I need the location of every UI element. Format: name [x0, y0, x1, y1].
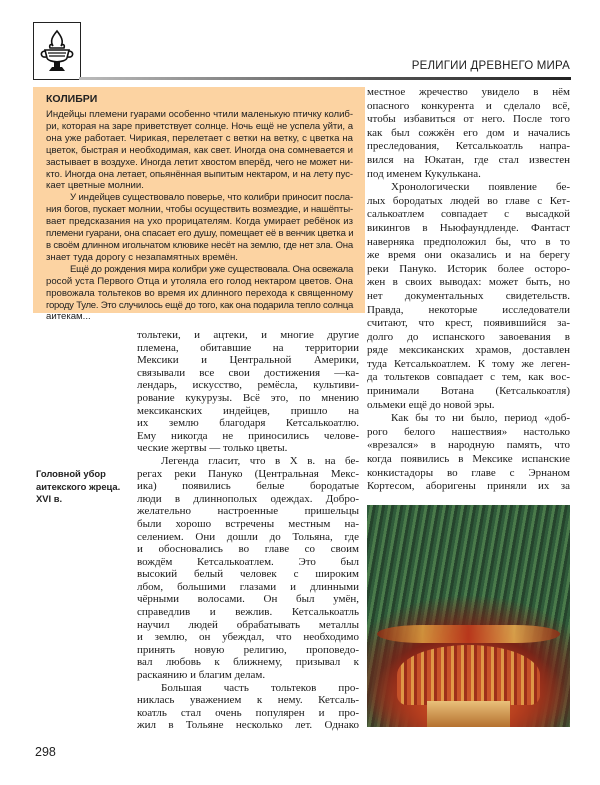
- text-line: долго до испанского завоевания в: [367, 330, 570, 343]
- text-line: Как бы то ни было, период «доб-: [391, 412, 570, 425]
- text-line: селением. Они дошли до Тольяна, где: [137, 530, 359, 543]
- text-line: принять новую религию, проповедо-: [137, 643, 359, 656]
- text-line: высокий белый человек с широким: [137, 568, 359, 581]
- text-line: конкистадоры во главе с Эрнаном: [367, 466, 570, 479]
- text-line: вождём Кетсалькоатлем. Это был: [137, 555, 359, 568]
- header-rule: [79, 77, 571, 80]
- text-line: лендарь, искусство, ремёсла, культиви-: [137, 379, 359, 392]
- text-line: лбом, большими глазами и длинными: [137, 580, 359, 593]
- text-line: коатль стал очень популярен и про-: [137, 706, 359, 719]
- text-line: Индейцы племени гуарами особенно чтили маленькую птичку колиб-: [46, 109, 353, 120]
- middle-column-text: [137, 329, 359, 732]
- text-line: Правда, некоторые исследователи: [367, 303, 570, 316]
- sidebar-title: КОЛИБРИ: [46, 93, 98, 105]
- text-line: никлась уважением к нему. Кетсаль-: [137, 694, 359, 707]
- page-number: 298: [35, 745, 56, 759]
- text-line: застывает в воздухе. Иногда летит хвостом вперёд, чего не может ни-: [46, 156, 353, 168]
- text-line: ри, которая на заре приветствует солнце. Ночь ещё не успела уйти, а: [46, 120, 353, 132]
- text-line: вал любовь к ближнему, призывал к: [137, 656, 359, 669]
- text-line: Ещё до рождения мира колибри уже существовала. Она освежала: [70, 263, 353, 275]
- text-line: желательно настроенные пришельцы: [137, 505, 359, 518]
- text-line: и землю, он убеждал, что необходимо: [137, 631, 359, 644]
- photo-detail: [377, 625, 560, 643]
- text-line: их землю благодаря Кетсалькоатлю.: [137, 417, 359, 430]
- text-line: Мексики и Центральной Америки,: [137, 354, 359, 367]
- text-line: аитекам...: [46, 311, 91, 323]
- text-line: местное жречество увидело в нём: [367, 86, 570, 98]
- text-line: в своём длинном игольчатом клювике несёт на землю, где нет зла. Она: [46, 239, 353, 251]
- text-line: мексиканских индейцев, пришло на: [137, 404, 359, 417]
- header-logo: [33, 22, 81, 80]
- text-line: да тольтеков совпадает с тем, как вос-: [367, 371, 570, 384]
- text-line: опасного конкурента и сделало всё,: [367, 99, 570, 112]
- text-line: росой уста Первого Отца и утоляла его голод нектаром цветов. Она: [46, 275, 353, 287]
- text-line: чтобы избавиться от него. После того: [367, 113, 570, 126]
- text-line: Ему никогда не приносились челове-: [137, 429, 359, 442]
- text-line: городу Туле. Это случилось ещё до того, как она подарила тепло солнца: [46, 299, 353, 311]
- text-line: связывали все свои достижения —ка-: [137, 366, 359, 379]
- text-line: она уже работает. Чирикая, перелетает с ветки на ветку, с цветка на: [46, 132, 353, 144]
- text-line: провожала тольтеков во время их длинного перехода к священному: [46, 287, 353, 299]
- text-line: Хронологически появление бе-: [391, 181, 570, 194]
- right-column-text: [367, 86, 570, 494]
- text-line: и обосновались во главе со своим: [137, 543, 359, 556]
- text-line: Легенда гласит, что в X в. на бе-: [161, 454, 359, 467]
- text-line: «врезался» в народную память, что: [367, 439, 570, 452]
- text-line: же время они оказались и на берегу: [367, 249, 570, 262]
- text-line: племена, обитавшие на территории: [137, 341, 359, 354]
- text-line: лых бородатых людей во главе с Кет-: [367, 194, 570, 207]
- text-line: регах реки Пануко (Центральная Мекс-: [137, 467, 359, 480]
- text-line: справедлив и вежлив. Кетсалькоатль: [137, 606, 359, 619]
- text-line: знает туда дорогу с незапамятных времён.: [46, 251, 238, 263]
- text-line: чёрными волосами. Он был умён,: [137, 593, 359, 606]
- caption-line: аитекского жреца.: [36, 480, 121, 492]
- text-line: как был сожжён его дом и начались: [367, 126, 570, 139]
- text-line: научил людей обрабатывать металлы: [137, 618, 359, 631]
- text-line: ряде мексиканских храмов, доставлен: [367, 344, 570, 357]
- running-title: РЕЛИГИИ ДРЕВНЕГО МИРА: [411, 60, 570, 72]
- text-line: Большая часть тольтеков про-: [161, 681, 359, 694]
- text-line: племени гуарани, она спасает его душу, помещает её в венчик цветка и: [46, 228, 354, 240]
- text-line: преследования, Кетсалькоатль напра-: [367, 140, 570, 153]
- text-line: кто. Иногда она летает, опьянённая выпитым нектаром, и на лету пус-: [46, 168, 353, 180]
- text-line: ольмеки ещё до новой эры.: [367, 398, 495, 411]
- text-line: рование кукурузы. Всё это, по мнению: [137, 391, 359, 404]
- text-line: принимали Вотана (Кетсалькоатля): [367, 385, 570, 398]
- text-line: раскаянию и благим делам.: [137, 669, 266, 682]
- text-line: вает предсказания на ухо прорицателям. Когда умирает ребёнок из: [46, 216, 353, 228]
- text-line: викингов в Ньюфаундленде. Фантаст: [367, 221, 570, 234]
- sidebar-box: [33, 87, 365, 323]
- text-line: жен в своих выводах: может быть, но: [367, 276, 570, 289]
- text-line: наверняка предположил бы, что в то: [367, 235, 570, 248]
- photo-detail: [397, 645, 540, 705]
- text-line: Кортесом, аборигены приняли их за: [367, 480, 570, 493]
- caption-line: Головной убор: [36, 468, 106, 479]
- caption-line: XVI в.: [36, 493, 63, 504]
- text-line: рого белого нашествия» настолько: [367, 425, 570, 438]
- text-line: тольтеки, и ацтеки, и многие другие: [137, 329, 359, 341]
- sidebar-text: [46, 109, 353, 323]
- text-line: нет документальных свидетельств.: [367, 289, 570, 302]
- text-line: люди в длиннополых одеждах. Добро-: [137, 492, 359, 505]
- text-line: ика) появились белые бородатые: [137, 480, 359, 493]
- text-line: цветок, быстрая и необходимая, как свет. Иногда она сомневается и: [46, 144, 353, 156]
- photo-detail: [427, 701, 510, 727]
- headdress-photo: [367, 505, 570, 727]
- flaming-urn-icon: [34, 23, 80, 79]
- text-line: ния богов, пускает молнии, чтобы осуществить возмездие, и нашёпты-: [46, 204, 353, 216]
- text-line: туда Кетсалькоатлем. К тому же леген-: [367, 357, 570, 370]
- text-line: вился на Юкатан, где стал известен: [367, 153, 570, 166]
- image-caption: [36, 468, 120, 506]
- text-line: когда появились в Мексике испанские: [367, 453, 570, 466]
- text-line: ческие жертвы — только цветы.: [137, 442, 288, 455]
- text-line: салькоатлем совпадает с высадкой: [367, 208, 570, 221]
- text-line: реки Пануко. Историк более осторо-: [367, 262, 570, 275]
- text-line: У индейцев существовало поверье, что колибри приносит посла-: [70, 192, 354, 204]
- text-line: под именем Кукулькана.: [367, 167, 481, 180]
- text-line: были хорошо встречены местным на-: [137, 517, 359, 530]
- text-line: кает цветные молнии.: [46, 180, 144, 192]
- text-line: жил в Тольяне несколько лет. Однако: [137, 719, 359, 732]
- text-line: считают, что крест, появившийся за-: [367, 317, 570, 330]
